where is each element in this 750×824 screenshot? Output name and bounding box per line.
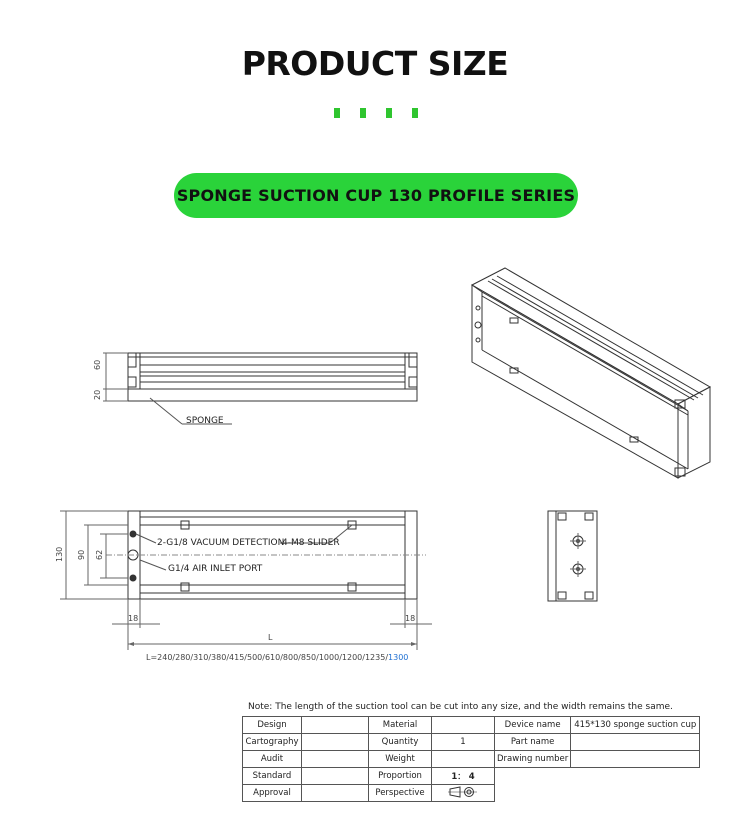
table-row [243,768,700,785]
series-title: SPONGE SUCTION CUP 130 PROFILE SERIES [176,186,576,205]
slider-label: 4-M8 SLIDER [282,538,340,548]
vacuum-detection-label: 2-G1/8 VACUUM DETECTION [157,538,285,548]
side-view [548,511,597,601]
note-text: Note: The length of the suction tool can be cut into any size, and the width remains the same. [248,702,673,712]
dim-18-right: 18 [405,614,416,623]
title-block-table [242,716,700,802]
table-row [243,734,700,751]
weight-label: Weight [369,751,432,768]
page-title: PRODUCT SIZE [241,44,509,83]
audit-label: Audit [243,751,302,768]
sponge-label: SPONGE [186,416,224,426]
dim-60: 60 [93,359,102,370]
projection-symbol-icon [432,785,495,802]
perspective-label: Perspective [369,785,432,802]
dim-18-left: 18 [128,614,139,623]
material-label: Material [369,717,432,734]
table-row [243,717,700,734]
dim-62: 62 [95,549,104,560]
standard-label: Standard [243,768,302,785]
dim-L: L [268,633,273,642]
table-row [243,785,700,802]
dim-20: 20 [93,389,102,400]
front-view [103,353,417,424]
top-view [60,511,432,650]
cartography-label: Cartography [243,734,302,751]
drawing-number-label: Drawing number [495,751,571,768]
length-options-prefix: L=240/280/310/380/415/500/610/800/850/1000/1200/1235/ [146,653,389,662]
isometric-view [472,268,710,478]
device-name-label: Device name [495,717,571,734]
proportion-value: 1： 4 [432,768,495,785]
quantity-value: 1 [432,734,495,751]
table-row [243,751,700,768]
dim-90: 90 [77,549,86,560]
quantity-label: Quantity [369,734,432,751]
part-name-label: Part name [495,734,571,751]
length-options [146,653,408,662]
air-inlet-label: G1/4 AIR INLET PORT [168,564,263,574]
length-options-highlight: 1300 [388,653,409,662]
proportion-label: Proportion [369,768,432,785]
approval-label: Approval [243,785,302,802]
design-label: Design [243,717,302,734]
device-name-value: 415*130 sponge suction cup [571,717,700,734]
dim-130: 130 [55,546,64,562]
